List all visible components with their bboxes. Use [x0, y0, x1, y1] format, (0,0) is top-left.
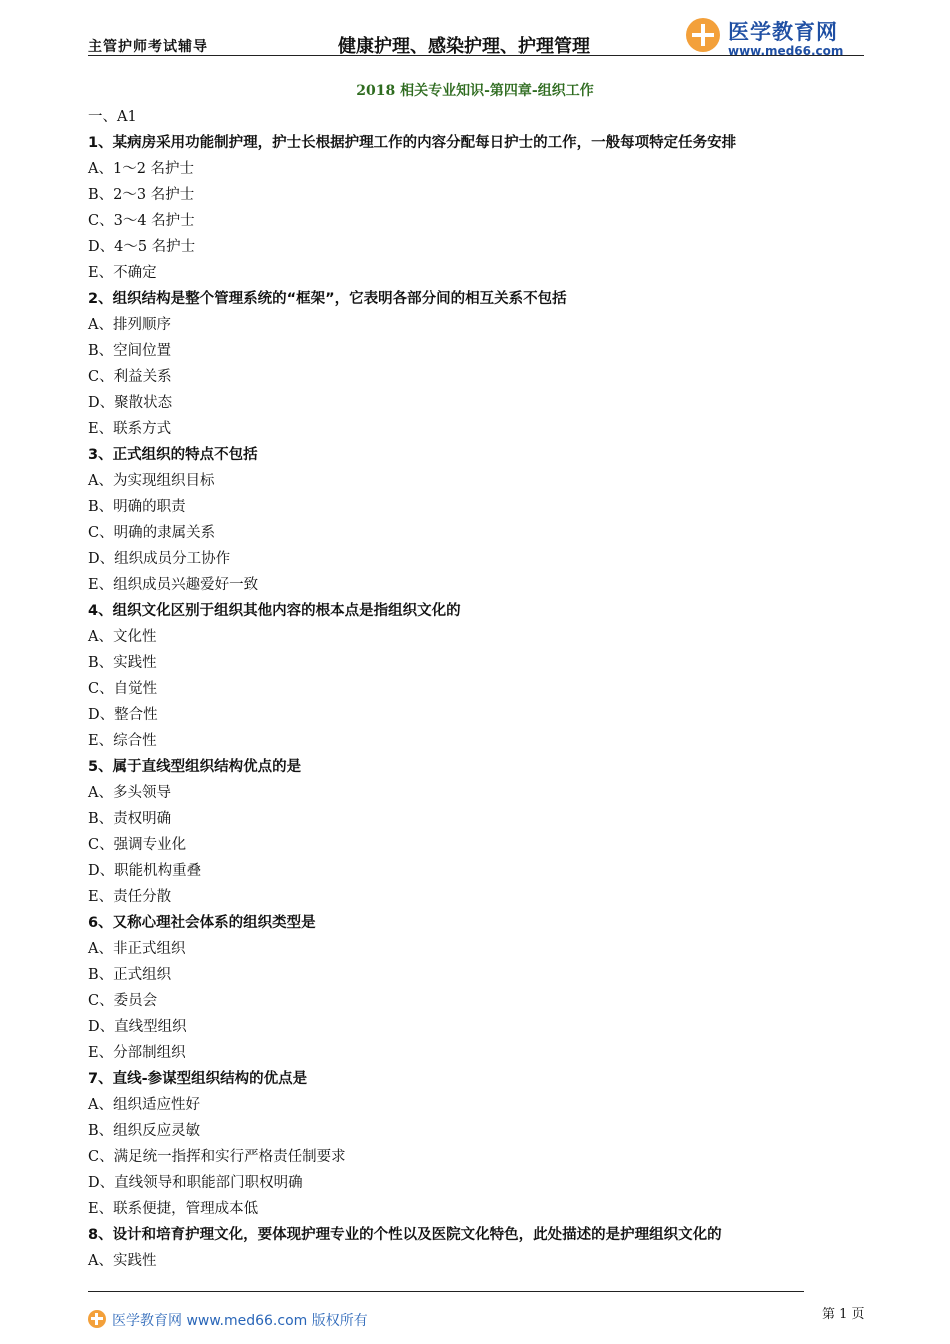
question-stem: 2、组织结构是整个管理系统的“框架”，它表明各部分间的相互关系不包括: [88, 291, 567, 307]
answer-option: C、3～4 名护士: [88, 213, 195, 229]
footer-cross-icon: [88, 1310, 106, 1328]
answer-option: A、1～2 名护士: [88, 161, 195, 177]
answer-option: C、利益关系: [88, 369, 172, 385]
page-header: [88, 14, 864, 58]
answer-option: A、组织适应性好: [88, 1097, 200, 1113]
answer-option: E、责任分散: [88, 889, 172, 905]
logo-name: 医学教育网: [728, 20, 838, 44]
document-title: 2018 相关专业知识-第四章-组织工作: [356, 83, 594, 99]
answer-option: D、聚散状态: [88, 395, 173, 411]
answer-option: B、明确的职责: [88, 499, 186, 515]
question-stem: 7、直线-参谋型组织结构的优点是: [88, 1071, 308, 1087]
answer-option: A、排列顺序: [88, 317, 171, 333]
answer-option: C、强调专业化: [88, 837, 187, 853]
answer-option: E、联系便捷，管理成本低: [88, 1201, 259, 1217]
answer-option: A、实践性: [88, 1253, 157, 1269]
section-heading: 一、A1: [88, 109, 137, 125]
footer-divider: [88, 1291, 804, 1292]
header-subject: 健康护理、感染护理、护理管理: [338, 36, 590, 57]
logo-cross-icon: [686, 18, 720, 52]
answer-option: E、组织成员兴趣爱好一致: [88, 577, 259, 593]
answer-option: A、文化性: [88, 629, 157, 645]
question-stem: 4、组织文化区别于组织其他内容的根本点是指组织文化的: [88, 603, 461, 619]
question-stem: 3、正式组织的特点不包括: [88, 447, 258, 463]
answer-option: D、4～5 名护士: [88, 239, 196, 255]
answer-option: B、组织反应灵敏: [88, 1123, 201, 1139]
header-course-name: 主管护师考试辅导: [88, 39, 208, 55]
site-logo[interactable]: [684, 14, 864, 58]
answer-option: E、综合性: [88, 733, 157, 749]
page-number: 第 1 页: [822, 1307, 865, 1322]
answer-option: D、直线领导和职能部门职权明确: [88, 1175, 303, 1191]
answer-option: B、2～3 名护士: [88, 187, 195, 203]
answer-option: C、满足统一指挥和实行严格责任制要求: [88, 1149, 346, 1165]
answer-option: B、正式组织: [88, 967, 172, 983]
answer-option: C、委员会: [88, 993, 158, 1009]
answer-option: E、不确定: [88, 265, 157, 281]
question-stem: 5、属于直线型组织结构优点的是: [88, 759, 302, 775]
header-divider: [88, 55, 864, 56]
footer-copyright: 医学教育网 www.med66.com 版权所有: [112, 1313, 368, 1329]
answer-option: C、明确的隶属关系: [88, 525, 216, 541]
answer-option: E、联系方式: [88, 421, 172, 437]
answer-option: C、自觉性: [88, 681, 158, 697]
question-stem: 8、设计和培育护理文化，要体现护理专业的个性以及医院文化特色，此处描述的是护理组织文化的: [88, 1227, 722, 1243]
question-stem: 6、又称心理社会体系的组织类型是: [88, 915, 316, 931]
answer-option: A、非正式组织: [88, 941, 186, 957]
answer-option: B、空间位置: [88, 343, 172, 359]
answer-option: D、组织成员分工协作: [88, 551, 231, 567]
answer-option: A、为实现组织目标: [88, 473, 215, 489]
answer-option: B、实践性: [88, 655, 157, 671]
answer-option: A、多头领导: [88, 785, 171, 801]
answer-option: B、责权明确: [88, 811, 172, 827]
answer-option: E、分部制组织: [88, 1045, 186, 1061]
question-stem: 1、某病房采用功能制护理，护士长根据护理工作的内容分配每日护士的工作，一般每项特定任务安排: [88, 135, 737, 151]
question-list: [88, 104, 848, 1274]
answer-option: D、直线型组织: [88, 1019, 187, 1035]
footer-logo[interactable]: [88, 1308, 418, 1332]
answer-option: D、整合性: [88, 707, 158, 723]
logo-url: www.med66.com: [728, 44, 844, 58]
answer-option: D、职能机构重叠: [88, 863, 202, 879]
